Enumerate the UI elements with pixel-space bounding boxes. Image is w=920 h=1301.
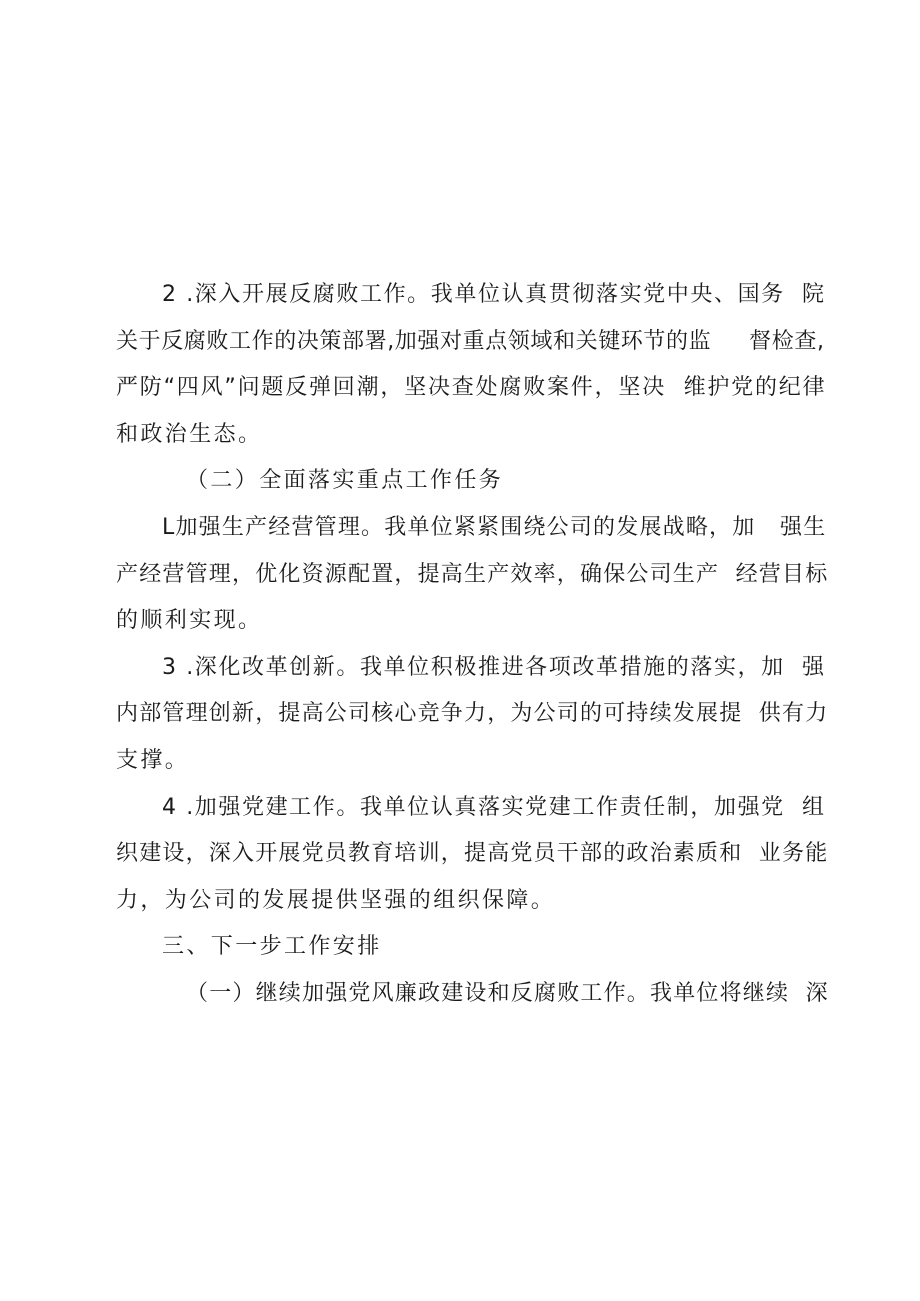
paragraph-line: 支撑。 [116, 748, 190, 773]
paragraph-line: 内部管理创新，提高公司核心竞争力，为公司的可持续发展提 供有力 [116, 701, 829, 726]
paragraph-line: （一）继续加强党风廉政建设和反腐败工作。我单位将继续 深 [186, 981, 829, 1006]
paragraph-line: L加强生产经营管理。我单位紧紧围绕公司的发展战略，加 强生 [162, 515, 827, 540]
paragraph-line: 2 .深入开展反腐败工作。我单位认真贯彻落实党中央、国务 院 [162, 282, 826, 307]
paragraph-line: 的顺利实现。 [116, 608, 263, 633]
paragraph-line: 关于反腐败工作的决策部署,加强对重点领域和关键环节的监 督检查, [116, 329, 825, 354]
paragraph-line: 力，为公司的发展提供坚强的组织保障。 [116, 888, 556, 913]
paragraph-line: 4 .加强党建工作。我单位认真落实党建工作责任制，加强党 组 [162, 795, 826, 820]
paragraph-line: 和政治生态。 [116, 422, 263, 447]
section-heading: 三、下一步工作安排 [162, 934, 382, 959]
paragraph-line: 产经营管理，优化资源配置，提高生产效率，确保公司生产 经营目标 [116, 562, 829, 587]
paragraph-line: 3 .深化改革创新。我单位积极推进各项改革措施的落实，加 强 [162, 655, 826, 680]
paragraph-line: 严防“四风”问题反弹回潮，坚决查处腐败案件，坚决 维护党的纪律 [116, 375, 827, 400]
section-heading: （二）全面落实重点工作任务 [186, 468, 504, 493]
paragraph-line: 织建设，深入开展党员教育培训，提高党员干部的政治素质和 业务能 [116, 841, 829, 866]
